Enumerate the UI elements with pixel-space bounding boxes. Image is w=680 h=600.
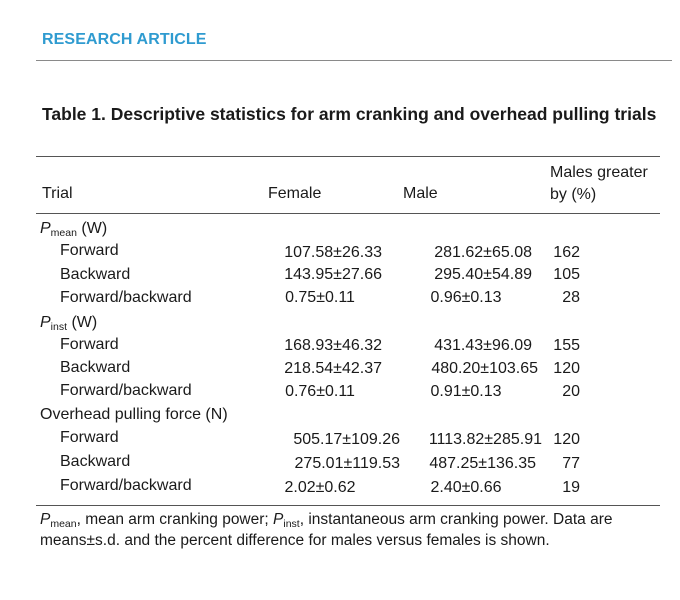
footnote-text: , instantaneous arm cranking power. Data are means±s.d. and the percent difference for males versus females is shown. bbox=[40, 511, 613, 549]
group-label-symbol: P bbox=[40, 314, 51, 331]
table-top-rule bbox=[36, 156, 660, 157]
row-pct: 120 bbox=[553, 360, 580, 377]
row-trial: Forward bbox=[60, 242, 119, 259]
row-female: 107.58±26.33 bbox=[284, 244, 382, 261]
group-label-unit: (W) bbox=[67, 314, 98, 331]
row-female: 0.76±0.11 bbox=[285, 383, 355, 400]
table-footnote bbox=[40, 510, 660, 551]
table-bottom-rule bbox=[36, 505, 660, 506]
row-pct: 19 bbox=[562, 479, 580, 496]
row-female: 2.02±0.62 bbox=[284, 479, 356, 496]
row-pct: 20 bbox=[562, 383, 580, 400]
row-male: 0.91±0.13 bbox=[430, 383, 502, 400]
group-label-overhead-pulling: Overhead pulling force (N) bbox=[40, 406, 228, 423]
column-header-male: Male bbox=[403, 185, 438, 202]
row-pct: 105 bbox=[553, 266, 580, 283]
footnote-text: , mean arm cranking power; bbox=[76, 511, 274, 528]
row-trial: Forward/backward bbox=[60, 477, 192, 494]
row-pct: 77 bbox=[562, 455, 580, 472]
table-title: Table 1. Descriptive statistics for arm cranking and overhead pulling trials bbox=[42, 104, 657, 124]
footnote-symbol: P bbox=[273, 511, 284, 528]
row-trial: Forward bbox=[60, 336, 119, 353]
footnote-symbol: P bbox=[40, 511, 51, 528]
group-label-symbol: P bbox=[40, 220, 51, 237]
group-label-subscript: inst bbox=[50, 321, 68, 333]
row-male: 1113.82±285.91 bbox=[428, 431, 542, 448]
row-trial: Forward bbox=[60, 429, 119, 446]
row-trial: Forward/backward bbox=[60, 289, 192, 306]
row-female: 143.95±27.66 bbox=[284, 266, 382, 283]
row-pct: 28 bbox=[562, 289, 580, 306]
row-trial: Forward/backward bbox=[60, 382, 192, 399]
header-divider bbox=[36, 60, 672, 61]
column-header-males-greater: Males greater bbox=[550, 164, 648, 181]
column-header-trial: Trial bbox=[42, 185, 73, 202]
row-female: 168.93±46.32 bbox=[284, 337, 382, 354]
row-trial: Backward bbox=[60, 453, 131, 470]
row-female: 505.17±109.26 bbox=[293, 431, 400, 448]
group-label-pinst bbox=[40, 313, 97, 333]
row-pct: 120 bbox=[553, 431, 580, 448]
row-male: 431.43±96.09 bbox=[434, 337, 532, 354]
footnote-subscript: inst bbox=[283, 518, 300, 530]
row-female: 218.54±42.37 bbox=[284, 360, 382, 377]
group-label-subscript: mean bbox=[50, 227, 77, 239]
row-female: 0.75±0.11 bbox=[285, 289, 355, 306]
column-header-males-greater-unit: by (%) bbox=[550, 186, 597, 203]
row-male: 0.96±0.13 bbox=[430, 289, 502, 306]
section-label: RESEARCH ARTICLE bbox=[42, 31, 207, 48]
group-label-pmean bbox=[40, 219, 107, 239]
row-male: 480.20±103.65 bbox=[431, 360, 538, 377]
row-trial: Backward bbox=[60, 266, 131, 283]
row-male: 295.40±54.89 bbox=[434, 266, 532, 283]
row-pct: 162 bbox=[553, 244, 580, 261]
row-male: 281.62±65.08 bbox=[434, 244, 532, 261]
column-header-female: Female bbox=[268, 185, 322, 202]
row-pct: 155 bbox=[553, 337, 580, 354]
row-trial: Backward bbox=[60, 359, 131, 376]
row-female: 275.01±119.53 bbox=[294, 455, 400, 472]
table-header-rule bbox=[36, 213, 660, 214]
footnote-subscript: mean bbox=[50, 518, 77, 530]
group-label-unit: (W) bbox=[76, 220, 108, 237]
row-male: 2.40±0.66 bbox=[430, 479, 502, 496]
row-male: 487.25±136.35 bbox=[429, 455, 536, 472]
